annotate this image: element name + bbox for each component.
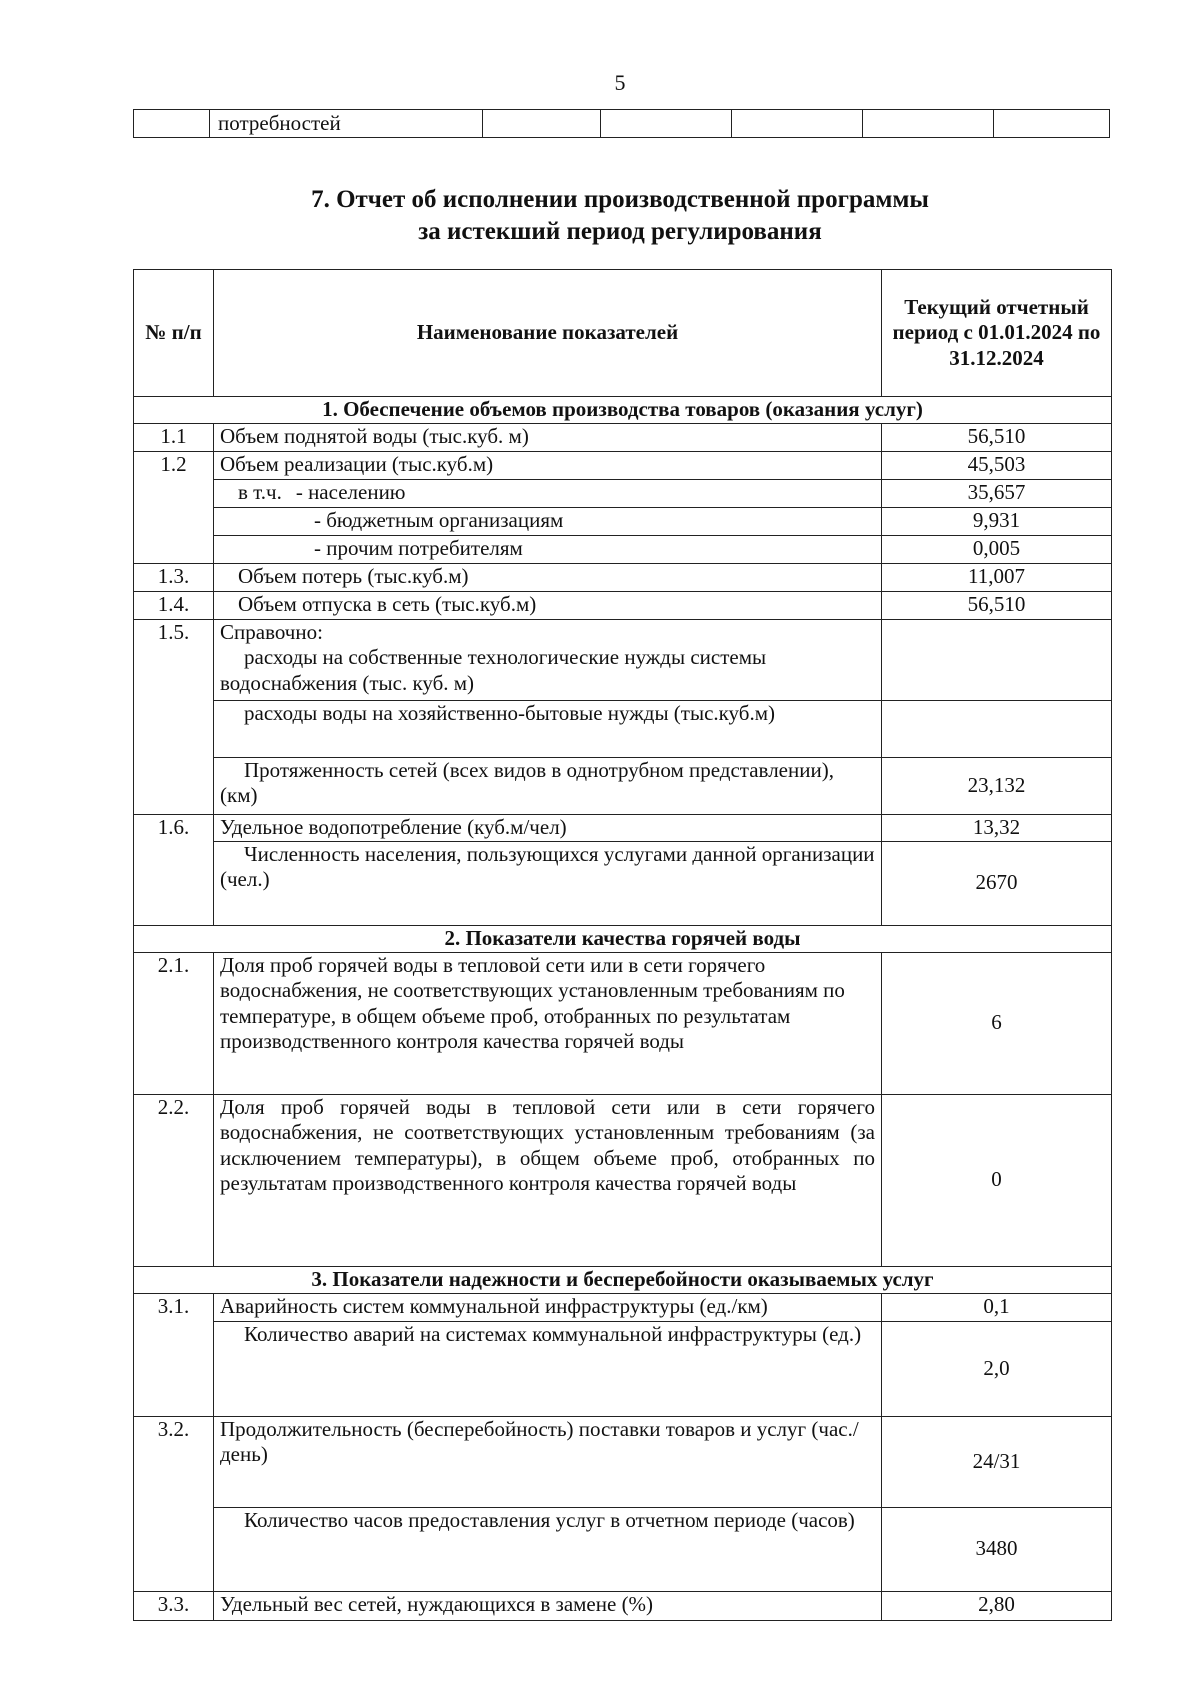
row-value: 45,503 (882, 451, 1112, 479)
table-row (134, 563, 1112, 591)
row-label: Справочно: (220, 619, 323, 644)
table-row (134, 700, 1112, 757)
row-name (214, 619, 882, 700)
continuation-cell-text: потребностей (210, 110, 483, 138)
table-row (134, 591, 1112, 619)
row-value: 6 (882, 952, 1112, 1094)
row-value-empty (882, 700, 1112, 757)
row-subname: расходы на собственные технологические нужды системы водоснабжения (тыс. куб. м) (220, 645, 767, 695)
row-name: Аварийность систем коммунальной инфраструктуры (ед./км) (214, 1293, 882, 1321)
row-name: Объем потерь (тыс.куб.м) (214, 563, 882, 591)
continuation-row (134, 110, 1110, 138)
row-value: 0,005 (882, 535, 1112, 563)
row-num: 3.2. (134, 1416, 214, 1507)
row-value: 23,132 (882, 757, 1112, 814)
row-name: Объем реализации (тыс.куб.м) (214, 451, 882, 479)
row-num: 1.3. (134, 563, 214, 591)
row-name: Продолжительность (бесперебойность) поставки товаров и услуг (час./день) (214, 1416, 882, 1507)
row-name: Объем поднятой воды (тыс.куб. м) (214, 423, 882, 451)
row-num: 3.3. (134, 1591, 214, 1620)
row-value: 2670 (882, 841, 1112, 925)
continuation-cell (483, 110, 601, 138)
row-num-empty (134, 1507, 214, 1591)
table-row (134, 1416, 1112, 1507)
report-title (140, 184, 1100, 248)
row-name: - бюджетным организациям (214, 507, 882, 535)
row-num-empty (134, 757, 214, 814)
table-row (134, 757, 1112, 814)
table-row (134, 1094, 1112, 1266)
row-num-empty (134, 507, 214, 535)
row-value: 0,1 (882, 1293, 1112, 1321)
row-num-empty (134, 479, 214, 507)
continuation-cell-num (134, 110, 210, 138)
row-num: 1.4. (134, 591, 214, 619)
row-value: 24/31 (882, 1416, 1112, 1507)
row-name: Удельное водопотребление (куб.м/чел) (214, 814, 882, 841)
row-value: 11,007 (882, 563, 1112, 591)
row-value: 2,80 (882, 1591, 1112, 1620)
row-name (214, 479, 882, 507)
row-num-empty (134, 700, 214, 757)
continuation-table (133, 109, 1110, 138)
table-row (134, 1321, 1112, 1416)
row-num-empty (134, 841, 214, 925)
continuation-cell (601, 110, 732, 138)
section-title: 1. Обеспечение объемов производства товаров (оказания услуг) (134, 397, 1112, 424)
table-row (134, 1507, 1112, 1591)
row-num: 1.2 (134, 451, 214, 479)
table-row (134, 952, 1112, 1094)
table-row (134, 619, 1112, 700)
section-header-3 (134, 1266, 1112, 1293)
continuation-cell (732, 110, 863, 138)
table-row (134, 535, 1112, 563)
row-num-empty (134, 535, 214, 563)
row-value: 9,931 (882, 507, 1112, 535)
row-name: расходы воды на хозяйственно-бытовые нужды (тыс.куб.м) (214, 700, 882, 757)
page-number: 5 (614, 70, 626, 95)
table-row (134, 479, 1112, 507)
row-num: 1.1 (134, 423, 214, 451)
row-prefix: в т.ч. (238, 479, 282, 504)
header-period: Текущий отчетный период с 01.01.2024 по 31.12.2024 (882, 270, 1112, 397)
row-num: 2.2. (134, 1094, 214, 1266)
header-name: Наименование показателей (214, 270, 882, 397)
row-subname: - населению (295, 479, 406, 504)
row-name: Количество часов предоставления услуг в отчетном периоде (часов) (214, 1507, 882, 1591)
section-header-1 (134, 397, 1112, 424)
row-num: 2.1. (134, 952, 214, 1094)
continuation-cell (994, 110, 1110, 138)
row-value: 3480 (882, 1507, 1112, 1591)
row-num: 1.6. (134, 814, 214, 841)
section-title: 2. Показатели качества горячей воды (134, 925, 1112, 952)
row-value: 35,657 (882, 479, 1112, 507)
production-program-table (133, 269, 1112, 1621)
row-value: 0 (882, 1094, 1112, 1266)
table-row (134, 507, 1112, 535)
row-num-empty (134, 1321, 214, 1416)
row-num: 1.5. (134, 619, 214, 700)
row-name: Протяженность сетей (всех видов в однотрубном представлении), (км) (214, 757, 882, 814)
row-value: 56,510 (882, 423, 1112, 451)
row-name: Доля проб горячей воды в тепловой сети или в сети горячего водоснабжения, не соответствующих установленным требованиям (за исключением температуры), в общем объеме проб, отобранных по результатам производственного контроля качества горячей воды (214, 1094, 882, 1266)
header-row (134, 270, 1112, 397)
row-name: Удельный вес сетей, нуждающихся в замене (%) (214, 1591, 882, 1620)
continuation-cell (863, 110, 994, 138)
report-title-line1: 7. Отчет об исполнении производственной программы (311, 186, 929, 213)
row-value: 56,510 (882, 591, 1112, 619)
table-row (134, 1293, 1112, 1321)
row-name: Численность населения, пользующихся услугами данной организации (чел.) (214, 841, 882, 925)
row-value-empty (882, 619, 1112, 700)
row-name: - прочим потребителям (214, 535, 882, 563)
row-value: 13,32 (882, 814, 1112, 841)
table-row (134, 841, 1112, 925)
table-row (134, 1591, 1112, 1620)
row-num: 3.1. (134, 1293, 214, 1321)
row-name: Количество аварий на системах коммунальной инфраструктуры (ед.) (214, 1321, 882, 1416)
table-row (134, 423, 1112, 451)
row-name: Объем отпуска в сеть (тыс.куб.м) (214, 591, 882, 619)
row-value: 2,0 (882, 1321, 1112, 1416)
table-row (134, 814, 1112, 841)
section-header-2 (134, 925, 1112, 952)
section-title: 3. Показатели надежности и бесперебойности оказываемых услуг (134, 1266, 1112, 1293)
header-num: № п/п (134, 270, 214, 397)
table-row (134, 451, 1112, 479)
report-title-line2: за истекший период регулирования (418, 218, 822, 245)
row-name: Доля проб горячей воды в тепловой сети или в сети горячего водоснабжения, не соответствующих установленным требованиям по температуре, в общем объеме проб, отобранных по результатам производственного контроля качества горячей воды (214, 952, 882, 1094)
